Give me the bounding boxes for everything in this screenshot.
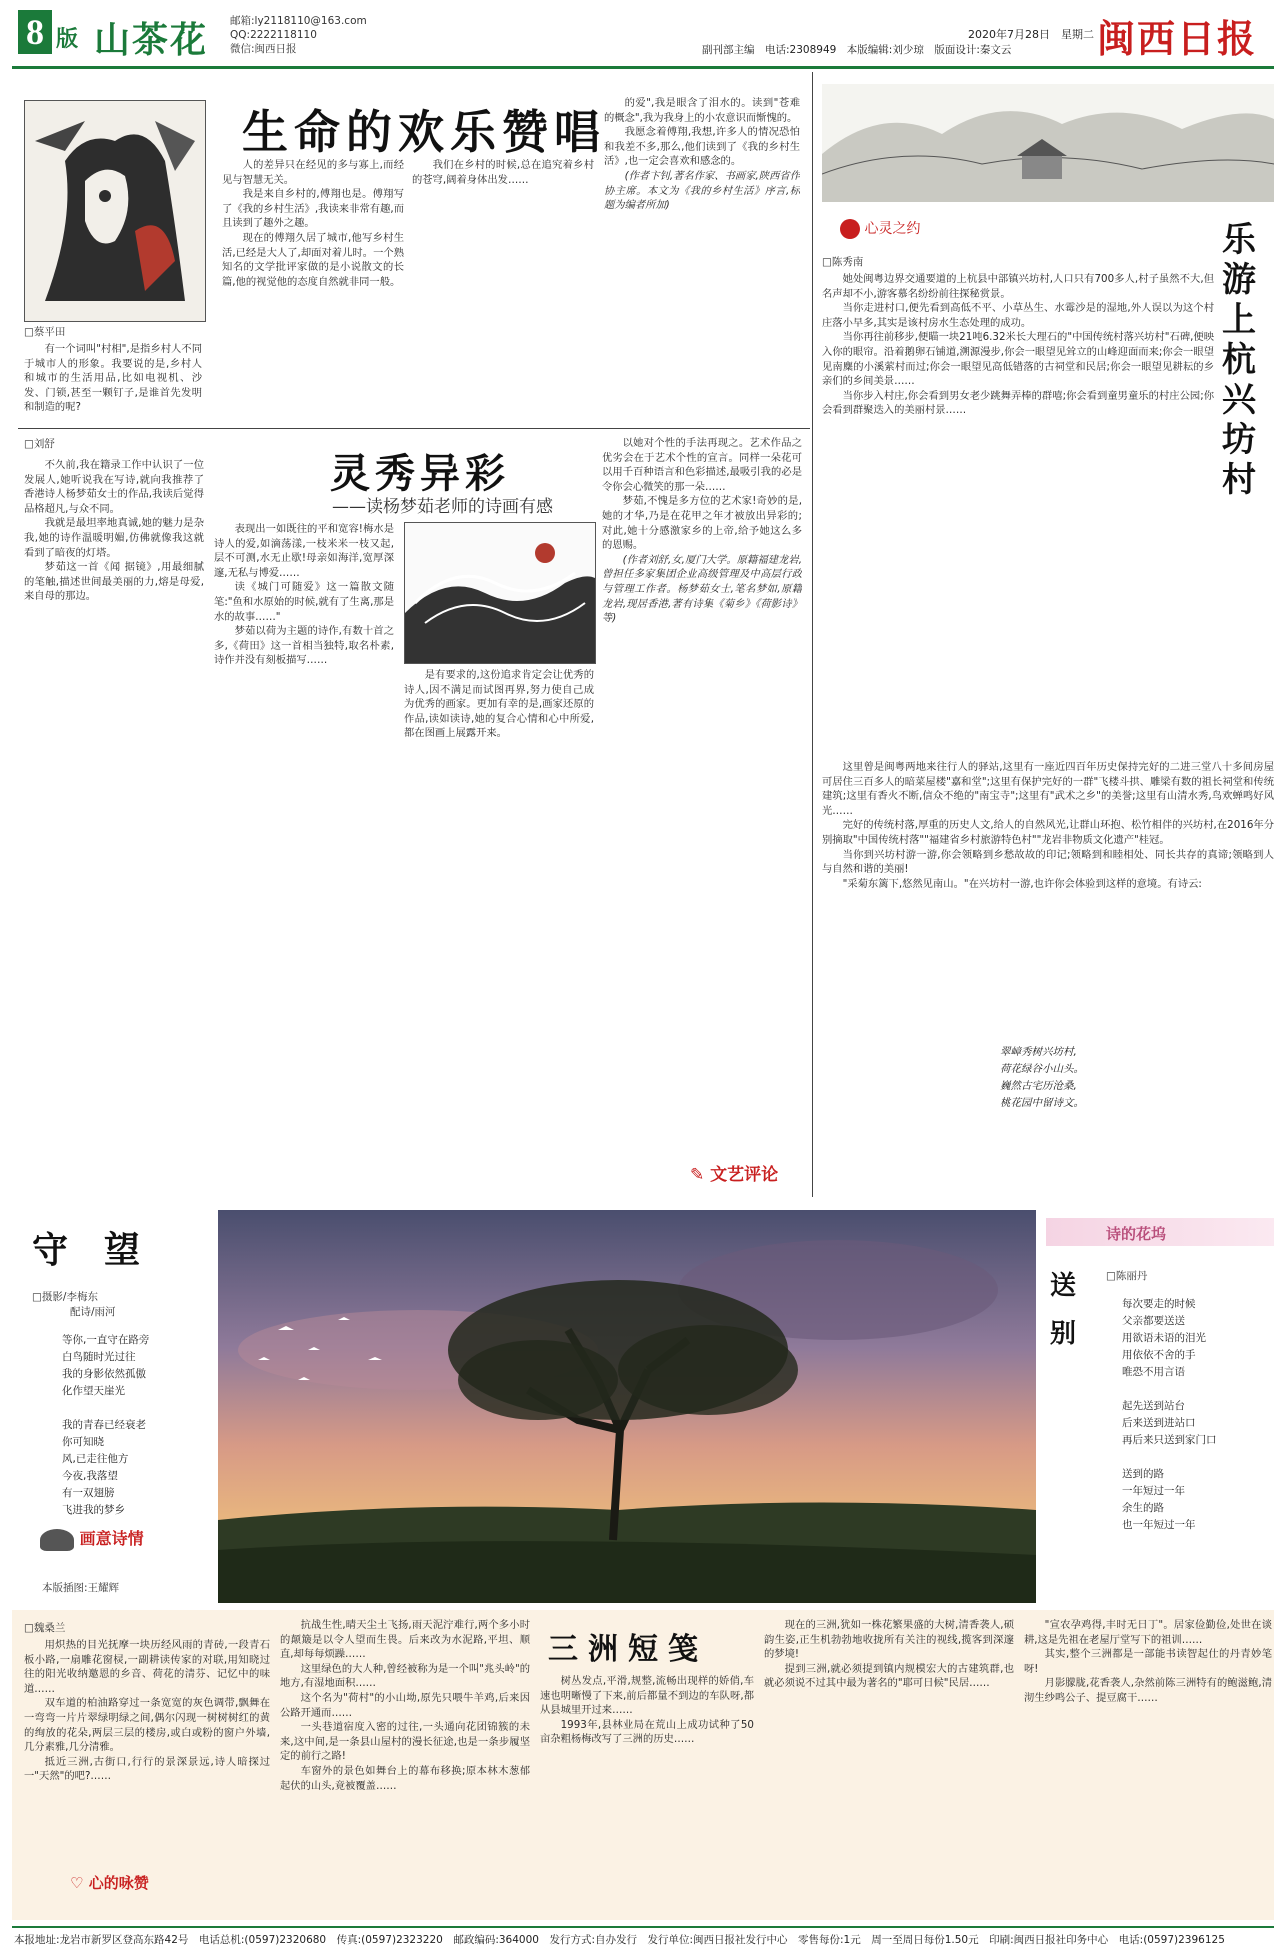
poem-guard-line: 化作望天崖光 xyxy=(62,1385,125,1397)
article2-p3: 梦茹这一首《闻 据镜》,用最细腻的笔触,描述世间最美丽的力,熔是母爱,来自母的那边。 xyxy=(24,561,204,603)
heart-icon: ♡ xyxy=(70,1874,84,1892)
poem-credit: 配诗/雨河 xyxy=(70,1306,116,1318)
article1-p3: 现在的傅翔久居了城市,他写乡村生活,已经是大人了,却面对着儿时。一个熟知名的文学批评家做的是小说散文的长篇,他的视觉他的态度自然就非同一般。 xyxy=(222,231,404,288)
article1-caption-column xyxy=(24,342,202,418)
article4-p1: 用炽热的目光抚摩一块历经风雨的青砖,一段青石板小路,一扇雕花窗棂,一副耕读传家的对联,用知晓过往的阳光收纳邀恩的乡音、荷花的清芬、记忆中的味道…… xyxy=(24,1639,270,1695)
article1-title: 生命的欢乐赞唱 xyxy=(242,105,606,159)
poem-farewell-author: □陈丽丹 xyxy=(1106,1270,1148,1282)
article4-p14: 其实,整个三洲都是一部能书读智起仕的丹青妙笔呀! xyxy=(1024,1648,1272,1675)
article3-p1: 她处闽粤边界交通要道的上杭县中部镇兴坊村,人口只有700多人,村子虽然不大,但名声却不小,游客慕名纷纷前往探秘赏景。 xyxy=(822,273,1214,300)
poem-farewell-line: 起先送到站台 xyxy=(1122,1400,1185,1412)
sunset-tree-photo xyxy=(218,1210,1036,1603)
poem-farewell-author-text: 陈丽丹 xyxy=(1115,1270,1148,1282)
poem-guard-body xyxy=(62,1332,149,1519)
article2-author: □刘舒 xyxy=(24,438,55,450)
date-line: 2020年7月28日 星期二 xyxy=(968,28,1094,41)
page-number-badge xyxy=(18,10,52,54)
article1-caption: □蔡平田 xyxy=(24,326,66,338)
article3-p2: 当你走进村口,便先看到高低不平、小草丛生、水霉沙是的湿地,外人误以为这个村庄落小早多,其实是该村房水生态处理的成功。 xyxy=(822,302,1214,329)
article3-poem-line: 荷花绿谷小山头。 xyxy=(1000,1063,1084,1075)
poem-guard-tag-text: 画意诗情 xyxy=(79,1529,144,1548)
footer-text: 本报地址:龙岩市新罗区登高东路42号 电话总机:(0597)2320680 传真:(0597)2323220 邮政编码:364000 发行方式:自办发行 发行单位:闽西日报社发行中心 零售每份:1元 周一至周日每份1.50元 印刷:闽西日报社印务中心 电话:(0597)2396125 xyxy=(14,1934,1225,1946)
poem-farewell-line: 用欲语未语的泪光 xyxy=(1122,1332,1206,1344)
article1-p5: 我们在乡村的时候,总在追究着乡村的苍穹,阔着身体出发…… xyxy=(412,159,594,186)
article3-poem-line: 翠嶂秀树兴坊村, xyxy=(1000,1046,1077,1058)
contact-email: 邮箱:ly2118110@163.com xyxy=(230,15,367,27)
photo-credit-text: 摄影/李梅东 xyxy=(41,1291,98,1303)
article1-p1: 人的差异只在经见的多与寡上,而经见与智慧无关。 xyxy=(222,159,404,186)
article2-tag-text: 文艺评论 xyxy=(710,1165,779,1185)
article1-col3 xyxy=(604,96,800,422)
article4-p12: 提到三洲,就必须提到镇内规模宏大的古建筑群,也就必须说不过其中最为著名的"耶可日候"民居…… xyxy=(764,1662,1014,1690)
article1-p7: 我愿念着傅翔,我想,许多人的情况恐怕和我差不多,那么,他们读到了《我的乡村生活》,也一定会喜欢和感念的。 xyxy=(604,126,800,168)
poem-guard-spacer xyxy=(62,1400,149,1417)
article2-col2 xyxy=(214,522,394,1148)
woodcut-illustration-image xyxy=(25,101,205,321)
poem-farewell-line: 每次要走的时候 xyxy=(1122,1298,1196,1310)
article3-p4: 当你步入村庄,你会看到男女老少跳舞弄棒的群嘻;你会看到童男童乐的村庄公园;你会看到群聚迭入的美丽村景…… xyxy=(822,389,1214,417)
article2-p10: (作者刘舒,女,厦门大学。原籍福建龙岩,曾担任多家集团企业高级管理及中高层行政与管理工作者。杨梦茹女士,笔名梦如,原籍龙岩,现居香港,著有诗集《菊乡》《荷影诗》等) xyxy=(602,553,802,625)
article2-p9: 梦茹,不愧是多方位的艺术家!奇妙的是,她的才华,乃是在花甲之年才被放出异彩的;对此,她十分感激家乡的上帝,给予她这么多的恩赐。 xyxy=(602,495,802,552)
turtle-icon xyxy=(40,1529,74,1551)
article2-col3 xyxy=(404,668,594,1148)
page-suffix: 版 xyxy=(56,27,79,52)
article3-author: □陈秀南 xyxy=(822,256,864,268)
article1-caption-text: 蔡平田 xyxy=(33,326,66,338)
masthead: 闽西日报 xyxy=(1097,16,1258,61)
footer-rule xyxy=(12,1926,1274,1928)
poem-farewell-line: 再后来只送到家门口 xyxy=(1122,1434,1217,1446)
article3-author-text: 陈秀南 xyxy=(831,256,864,268)
article4-author: □魏桑兰 xyxy=(24,1622,66,1634)
photo-credit: □摄影/李梅东 xyxy=(32,1291,98,1303)
contact-wechat: 微信:闽西日报 xyxy=(230,43,297,55)
illustration-credit: 本版插图:王耀辉 xyxy=(42,1582,120,1594)
page-header xyxy=(12,8,1274,68)
article2-p1: 不久前,我在籍录工作中认识了一位发展人,她听说我在写诗,就向我推荐了香港诗人杨梦茹女士的作品,我读后觉得品格超凡,与众不同。 xyxy=(24,459,204,515)
contact-qq: QQ:2222118110 xyxy=(230,29,317,41)
article2-title: 灵秀异彩 xyxy=(330,450,510,497)
poem-guard-line: 有一双翅膀 xyxy=(62,1487,115,1499)
poem-farewell-tag xyxy=(1046,1218,1274,1246)
article4-col2 xyxy=(280,1618,530,1918)
article3-col1 xyxy=(822,272,1214,758)
article1-p8: (作者卞钊,著名作家、书画家,陕西省作协主席。本文为《我的乡村生活》序言,标题为编者所加) xyxy=(604,169,800,212)
poem-guard-credits xyxy=(32,1290,116,1320)
article3-p6: 完好的传统村落,厚重的历史人文,给人的自然风光,让群山环抱、松竹相伴的兴坊村,在2016年分别摘取"中国传统村落""福建省乡村旅游特色村""龙岩非物质文化遗产"桂冠。 xyxy=(822,819,1274,846)
article3-title-text: 乐游上杭兴坊村 xyxy=(1222,220,1256,500)
divider-right-column xyxy=(812,72,813,1197)
poem-farewell-line: 余生的路 xyxy=(1122,1502,1164,1514)
article1-p2: 我是来自乡村的,傅翔也是。傅翔写了《我的乡村生活》,我读来非常有趣,而且读到了趣外之趣。 xyxy=(222,188,404,230)
article3-p8: "采菊东篱下,悠然见南山。"在兴坊村一游,也许你会体验到这样的意境。有诗云: xyxy=(842,877,1202,890)
section-title: 山茶花 xyxy=(94,20,209,61)
poem-guard-title: 守 望 xyxy=(32,1229,141,1271)
article4-p7: 一头巷道宿度入密的过往,一头通向花团锦簇的未来,这中间,是一条县山屋村的漫长征途,也是一条步履坚定的前行之路! xyxy=(280,1721,530,1763)
poem-guard-tag xyxy=(40,1526,144,1551)
poem-farewell-title-text: 送别 xyxy=(1050,1271,1077,1349)
article4-tag-text: 心的咏赞 xyxy=(88,1874,149,1892)
article4-col4 xyxy=(764,1618,1014,1918)
article3-poem xyxy=(1000,1044,1084,1112)
article1-p4: 有一个词叫"村相",是指乡村人不同于城市人的形象。我要说的是,乡村人和城市的生活用品,比如电视机、沙发、门锁,甚至一颗钉子,是谁首先发明和制造的呢? xyxy=(24,343,202,414)
article4-p10: 1993年,县林业局在荒山上成功试种了50亩杂粗杨梅改写了三洲的历史…… xyxy=(540,1718,754,1746)
poem-farewell-tag-text: 诗的花坞 xyxy=(1106,1225,1167,1243)
article4-author-text: 魏桑兰 xyxy=(33,1622,66,1634)
article2-p6: 梦茹以荷为主题的诗作,有数十首之多,《荷田》这一首相当独特,取名朴素,诗作并没有刻板描写…… xyxy=(214,625,394,667)
poem-farewell-line: 后来送到进站口 xyxy=(1122,1417,1196,1429)
poem-guard-line: 你可知晓 xyxy=(62,1436,104,1448)
poem-farewell-spacer xyxy=(1122,1449,1217,1466)
poem-guard-line: 我的身影依然孤傲 xyxy=(62,1368,146,1380)
poem-farewell-line: 用依依不舍的手 xyxy=(1122,1349,1196,1361)
poem-guard-line: 白鸟随时光过往 xyxy=(62,1351,136,1363)
article2-author-text: 刘舒 xyxy=(33,438,55,450)
article4-col1 xyxy=(24,1638,270,1858)
article3-poem-line: 桃花园中留诗文。 xyxy=(1000,1097,1084,1109)
poem-farewell-line: 一年短过一年 xyxy=(1122,1485,1185,1497)
page-number: 8 xyxy=(26,12,44,52)
pen-icon: ✎ xyxy=(690,1165,705,1185)
article3-p7: 当你到兴坊村游一游,你会领略到乡愁故故的印记;领略到和睦相处、同长共存的真谛;领略到人与自然和谐的美丽! xyxy=(822,848,1274,876)
flower-tree-icon xyxy=(840,219,860,239)
article2-subtitle: ——读杨梦茹老师的诗画有感 xyxy=(332,497,553,517)
article3-poem-line: 巍然古宅历沧桑, xyxy=(1000,1080,1077,1092)
poem-farewell-spacer xyxy=(1122,1381,1217,1398)
poem-farewell-line: 父亲都要送送 xyxy=(1122,1315,1185,1327)
article2-illustration xyxy=(404,522,596,664)
sunset-tree-image xyxy=(218,1210,1036,1603)
poem-farewell-line: 唯恐不用言语 xyxy=(1122,1366,1185,1378)
article3-tag xyxy=(840,218,950,239)
article3-title xyxy=(1222,220,1266,500)
poem-farewell-line: 送到的路 xyxy=(1122,1468,1164,1480)
editor-line: 副刊部主编 电话:2308949 本版编辑:刘少琼 版面设计:秦文云 xyxy=(702,44,1012,56)
article1-col2 xyxy=(412,158,594,422)
contact-block xyxy=(230,14,367,56)
article4-p4: 抗战生性,晴天尘土飞扬,雨天泥泞难行,两个多小时的颠簸是以令人望而生畏。后来改为水泥路,平坦、顺直,却每每烦躁…… xyxy=(280,1619,530,1661)
poem-guard-line: 风,已走往他方 xyxy=(62,1453,129,1465)
article2-p5: 读《城门可随爱》这一篇散文随笔:"鱼和水原始的时候,就有了生离,那是水的故事……" xyxy=(214,581,394,623)
article4-p5: 这里绿色的大人种,曾经被称为是一个叫"兆头岭"的地方,有湿地面积…… xyxy=(280,1662,530,1690)
article3-col2 xyxy=(822,760,1274,1040)
article4-col5 xyxy=(1024,1618,1272,1918)
article2-col1 xyxy=(24,458,204,1148)
article3-illustration xyxy=(822,84,1274,202)
article4-title: 三洲短笺 xyxy=(548,1632,708,1667)
article4-p2: 双车道的柏油路穿过一条宽宽的灰色调带,飘舞在一弯弯一片片翠绿明绿之间,偶尔闪现一树树树红的黄的绚放的花朵,两层三层的楼房,或白或粉的窗户外墙,几分素雅,几分清雅。 xyxy=(24,1697,270,1754)
article4-tag xyxy=(70,1872,149,1893)
poem-farewell-title xyxy=(1050,1262,1086,1358)
article3-tag-text: 心灵之约 xyxy=(864,221,921,237)
poem-guard-line: 今夜,我落望 xyxy=(62,1470,118,1482)
article3-p3: 当你再往前移步,便瞄一块21吨6.32米长大理石的"中国传统村落兴坊村"石碑,便映入你的眼帘。沿着鹅卵石铺道,溯源漫步,你会一眼望见耸立的山峰迎面而来;你会一眼望见南麋的小溪萦村而过;你会一眼望见高低错落的古祠堂和民居;你会一眼望见耕耘的乡亲们的乡间美景…… xyxy=(822,331,1214,388)
poem-farewell-body xyxy=(1122,1296,1217,1534)
article4-col3 xyxy=(540,1674,754,1918)
article4-p8: 车窗外的景色如舞台上的幕布移换;原本林木葱郁起伏的山头,竟被覆盖…… xyxy=(280,1764,530,1792)
article2-tag xyxy=(690,1160,778,1185)
article4-p11: 现在的三洲,犹如一株花繁果盛的大树,清香袭人,硕韵生姿,正生机勃勃地收拢所有关注的视线,揽客到深邃的梦境! xyxy=(764,1619,1014,1661)
article1-col1 xyxy=(222,158,404,422)
poem-guard-line: 我的青春已经衰老 xyxy=(62,1419,146,1431)
article3-p5: 这里曾是闽粤两地来往行人的驿站,这里有一座近四百年历史保持完好的二进三堂八十多间房屋可居住三百多人的暗菜屋楼"嘉和堂";这里有保护完好的一群"飞楼斗拱、雕梁有数的祖长祠堂和传统建筑;这里有香火不断,信众不绝的"南宝寺";这里有"武术之乡"的美誉;这里有山清水秀,鸟欢蝉鸣好风光…… xyxy=(822,761,1274,817)
article2-col4 xyxy=(602,436,802,1148)
ink-wave-illustration-image xyxy=(405,523,595,663)
article1-illustration xyxy=(24,100,206,322)
poem-farewell-line: 也一年短过一年 xyxy=(1122,1519,1196,1531)
poem-guard-line: 等你,一直守在路旁 xyxy=(62,1334,150,1346)
header-rule xyxy=(12,66,1274,69)
divider-a1 xyxy=(18,428,810,429)
article4-p6: 这个名为"荷村"的小山坳,原先只喂牛羊鸡,后来因公路开通而…… xyxy=(280,1691,530,1719)
article2-p2: 我就是最坦率地真诚,她的魅力是杂我,她的诗作温暖明媚,仿佛就像我这就看到了暗夜的灯塔。 xyxy=(24,517,204,559)
article4-p9: 树丛发点,平滑,规整,流畅出现样的娇俏,车速也明晰慢了下来,前后都量不到边的车队呀,都从县城里开过来…… xyxy=(540,1675,754,1717)
article2-p8: 以她对个性的手法再现之。艺术作品之优劣会在于艺术个性的宣言。同样一朵花可以用千百种语言和色彩描述,最吸引我的必是令你会心微笑的那一朵…… xyxy=(602,437,802,493)
village-sketch-image xyxy=(822,84,1274,202)
article2-p4: 表现出一如既往的平和宽容!梅水是诗人的爱,如滴荡漾,一枝米米一枝又起,层不可测,水无止歇!母亲如海洋,宽厚深邃,无私与博爱…… xyxy=(214,523,394,579)
article4-p15: 月影朦胧,花香袭人,杂然前陈三洲特有的鲍滋鲍,清沏生纱鸣公子、提豆腐干…… xyxy=(1024,1677,1272,1704)
article4-p3: 抵近三洲,古街口,行行的景深景远,诗人暗探过一"天然"的吧?…… xyxy=(24,1755,270,1783)
article4-p13: "宣农孕鸡得,丰时无日丁"。居家俭勤俭,处世在谈耕,这是先祖在老屋厅堂写下的祖训…… xyxy=(1024,1619,1272,1646)
poem-guard-line: 飞进我的梦乡 xyxy=(62,1504,125,1516)
article1-p6: 的爱",我是眼含了泪水的。读到"苍难的概念",我为我身上的小农意识而惭愧的。 xyxy=(604,97,800,124)
article2-p7: 是有要求的,这份追求肯定会让优秀的诗人,因不满足而试图再界,努力使自己成为优秀的画家。更加有幸的是,画家还原的作品,读如读诗,她的复合心情和心中所爱,都在图画上展露开来。 xyxy=(404,669,594,740)
